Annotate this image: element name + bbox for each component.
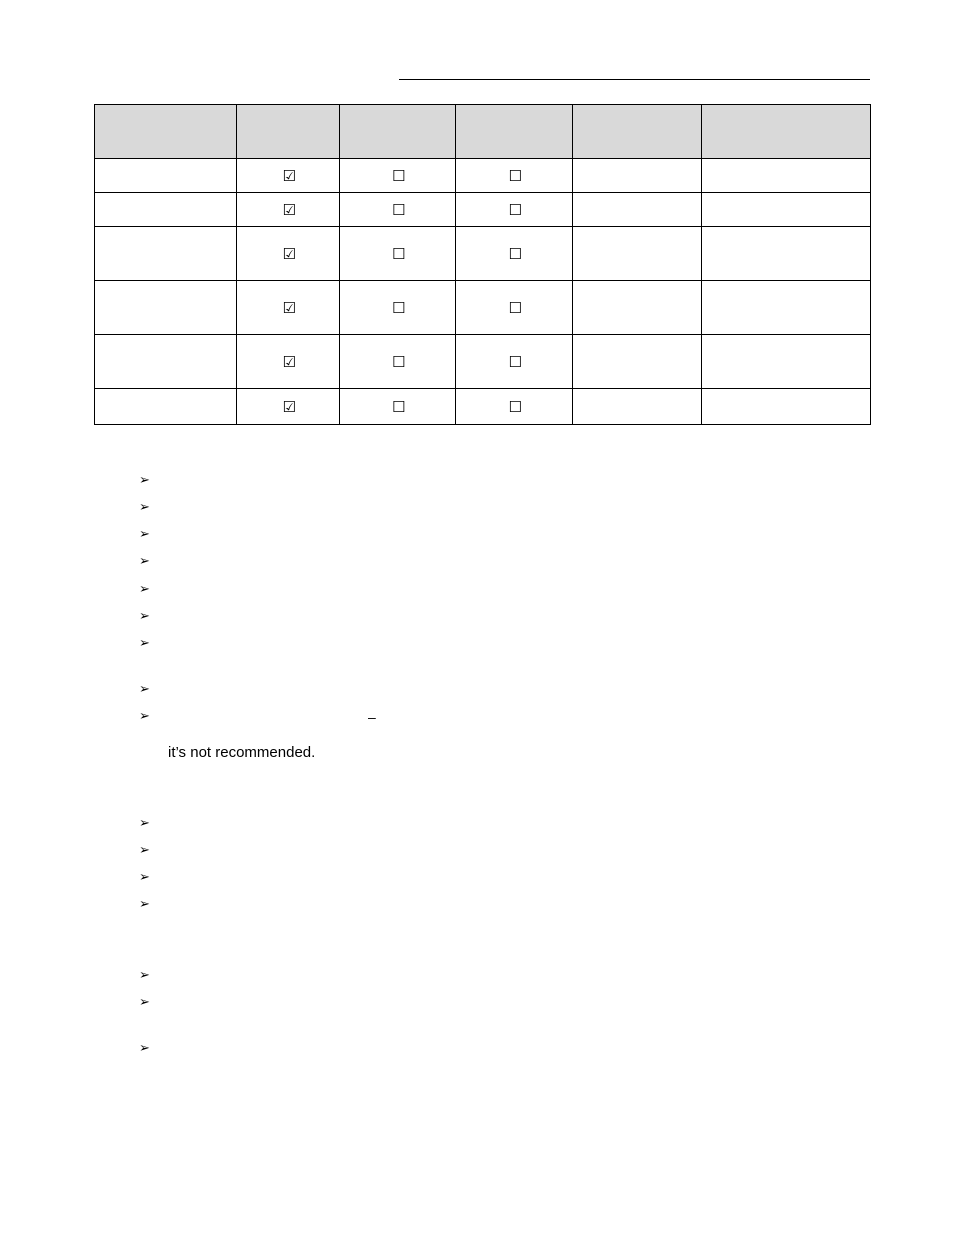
table-row xyxy=(95,193,871,227)
table-cell xyxy=(340,193,456,227)
table-row xyxy=(95,389,871,425)
header-cell-2 xyxy=(237,105,340,159)
table-cell xyxy=(95,227,237,281)
header-cell-3 xyxy=(340,105,456,159)
checked-box-icon: ☑ xyxy=(282,166,296,185)
empty-box-icon: ☐ xyxy=(508,166,522,185)
dash-mark: – xyxy=(368,709,376,725)
table-cell xyxy=(456,193,573,227)
table-row xyxy=(95,227,871,281)
empty-box-icon: ☐ xyxy=(392,166,406,185)
table-cell xyxy=(456,227,573,281)
arrow-bullet-icon: ➢ xyxy=(139,709,150,724)
checked-box-icon: ☑ xyxy=(282,200,296,219)
header-cell-6 xyxy=(702,105,871,159)
checked-box-icon: ☑ xyxy=(282,352,296,371)
arrow-bullet-icon: ➢ xyxy=(139,473,150,488)
header-cell-4 xyxy=(456,105,573,159)
arrow-bullet-icon: ➢ xyxy=(139,968,150,983)
arrow-bullet-icon: ➢ xyxy=(139,897,150,912)
arrow-bullet-icon: ➢ xyxy=(139,843,150,858)
table-cell xyxy=(702,193,871,227)
checked-box-icon: ☑ xyxy=(282,298,296,317)
table-cell xyxy=(237,159,340,193)
arrow-bullet-icon: ➢ xyxy=(139,870,150,885)
table-cell xyxy=(340,335,456,389)
empty-box-icon: ☐ xyxy=(508,352,522,371)
arrow-bullet-icon: ➢ xyxy=(139,582,150,597)
empty-box-icon: ☐ xyxy=(392,352,406,371)
table-cell xyxy=(573,389,702,425)
table-cell xyxy=(702,389,871,425)
empty-box-icon: ☐ xyxy=(392,298,406,317)
arrow-bullet-icon: ➢ xyxy=(139,995,150,1010)
checked-box-icon: ☑ xyxy=(282,397,296,416)
table-cell xyxy=(340,227,456,281)
checked-box-icon: ☑ xyxy=(282,244,296,263)
table-cell xyxy=(340,159,456,193)
arrow-bullet-icon: ➢ xyxy=(139,636,150,651)
empty-box-icon: ☐ xyxy=(508,244,522,263)
empty-box-icon: ☐ xyxy=(508,200,522,219)
table-cell xyxy=(237,281,340,335)
arrow-bullet-icon: ➢ xyxy=(139,816,150,831)
table-cell xyxy=(237,227,340,281)
table-cell xyxy=(456,281,573,335)
table-row xyxy=(95,159,871,193)
table-cell xyxy=(237,389,340,425)
arrow-bullet-icon: ➢ xyxy=(139,1041,150,1056)
table-cell xyxy=(237,335,340,389)
table-cell xyxy=(456,159,573,193)
header-cell-5 xyxy=(573,105,702,159)
table-cell xyxy=(95,193,237,227)
empty-box-icon: ☐ xyxy=(392,200,406,219)
table-cell xyxy=(95,335,237,389)
note-text: it’s not recommended. xyxy=(168,744,316,761)
table-cell xyxy=(340,281,456,335)
table-cell xyxy=(702,281,871,335)
table-cell xyxy=(573,281,702,335)
empty-box-icon: ☐ xyxy=(392,397,406,416)
empty-box-icon: ☐ xyxy=(392,244,406,263)
table-cell xyxy=(237,193,340,227)
table-cell xyxy=(95,389,237,425)
table-cell xyxy=(702,159,871,193)
table-row xyxy=(95,281,871,335)
arrow-bullet-icon: ➢ xyxy=(139,527,150,542)
table-cell xyxy=(573,227,702,281)
table-cell xyxy=(95,159,237,193)
arrow-bullet-icon: ➢ xyxy=(139,554,150,569)
table-cell xyxy=(573,193,702,227)
empty-box-icon: ☐ xyxy=(508,298,522,317)
table-cell xyxy=(702,335,871,389)
table-cell xyxy=(456,389,573,425)
table-cell xyxy=(95,281,237,335)
table-cell xyxy=(573,159,702,193)
empty-box-icon: ☐ xyxy=(508,397,522,416)
table-header-row xyxy=(95,105,871,159)
table-cell xyxy=(456,335,573,389)
table-row xyxy=(95,335,871,389)
header-cell-1 xyxy=(95,105,237,159)
table-cell xyxy=(340,389,456,425)
arrow-bullet-icon: ➢ xyxy=(139,609,150,624)
spec-table xyxy=(94,104,871,425)
table-cell xyxy=(702,227,871,281)
header-rule xyxy=(399,79,870,80)
table-cell xyxy=(573,335,702,389)
arrow-bullet-icon: ➢ xyxy=(139,500,150,515)
arrow-bullet-icon: ➢ xyxy=(139,682,150,697)
